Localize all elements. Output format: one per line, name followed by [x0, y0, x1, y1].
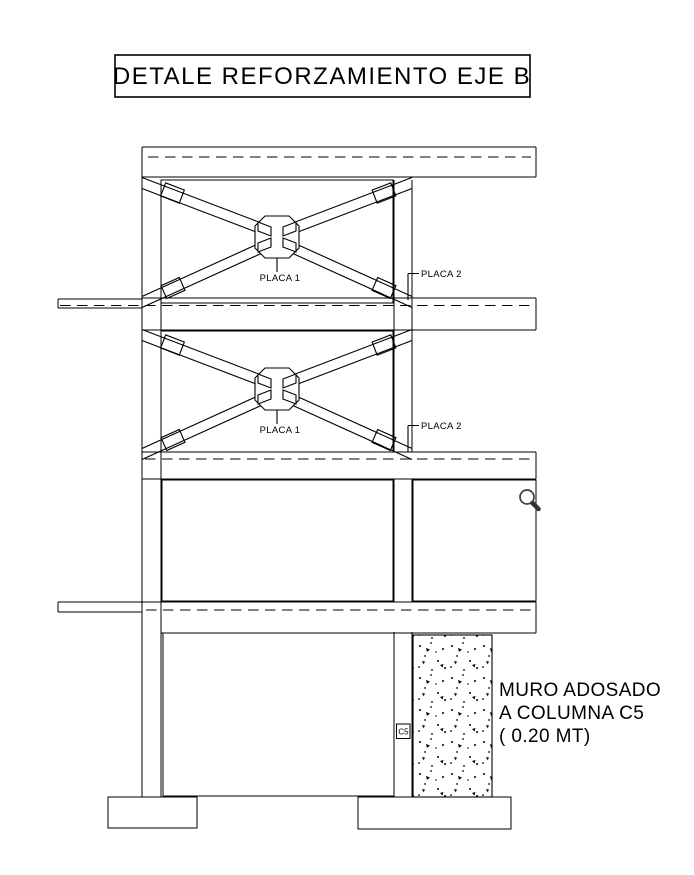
wall-note-line3: ( 0.20 MT) — [499, 726, 591, 747]
wall-note-line1: MURO ADOSADO — [499, 680, 662, 701]
placa2-label-story2: PLACA 2 — [421, 421, 462, 432]
beam-1 — [142, 452, 536, 479]
bracing-story3 — [142, 178, 419, 308]
wall-note — [499, 680, 661, 747]
left-column — [142, 147, 161, 797]
corner-plate — [161, 278, 185, 299]
beam-2-left-stub — [58, 299, 142, 308]
corner-plate — [161, 183, 185, 203]
corner-plate — [161, 335, 185, 355]
bracing-story2 — [142, 330, 419, 460]
page-title: DETALE REFORZAMIENTO EJE B — [112, 63, 532, 90]
concrete-wall — [413, 635, 492, 797]
gusset-plate-octagon — [255, 216, 299, 258]
placa1-label-story3: PLACA 1 — [259, 273, 301, 284]
beam-3 — [142, 147, 536, 177]
title-block — [113, 55, 531, 97]
corner-plate — [372, 183, 396, 203]
column-tag-label: C5 — [398, 727, 409, 737]
placa2-label-story3: PLACA 2 — [421, 269, 462, 280]
left-footing — [108, 797, 197, 828]
gusset-plate-octagon — [255, 368, 299, 410]
right-column — [394, 180, 412, 797]
bay-ground — [163, 633, 394, 796]
corner-plate — [372, 335, 396, 355]
placa1-label-story2: PLACA 1 — [259, 425, 301, 436]
bay-story1-right — [413, 480, 536, 601]
corner-plate — [161, 430, 185, 451]
beam-0-left-stub — [58, 602, 142, 612]
bay-story1 — [162, 480, 393, 601]
wall-note-line2: A COLUMNA C5 — [499, 703, 645, 724]
beam-0 — [58, 602, 536, 633]
ground-story — [108, 635, 511, 829]
right-footing — [358, 797, 511, 829]
